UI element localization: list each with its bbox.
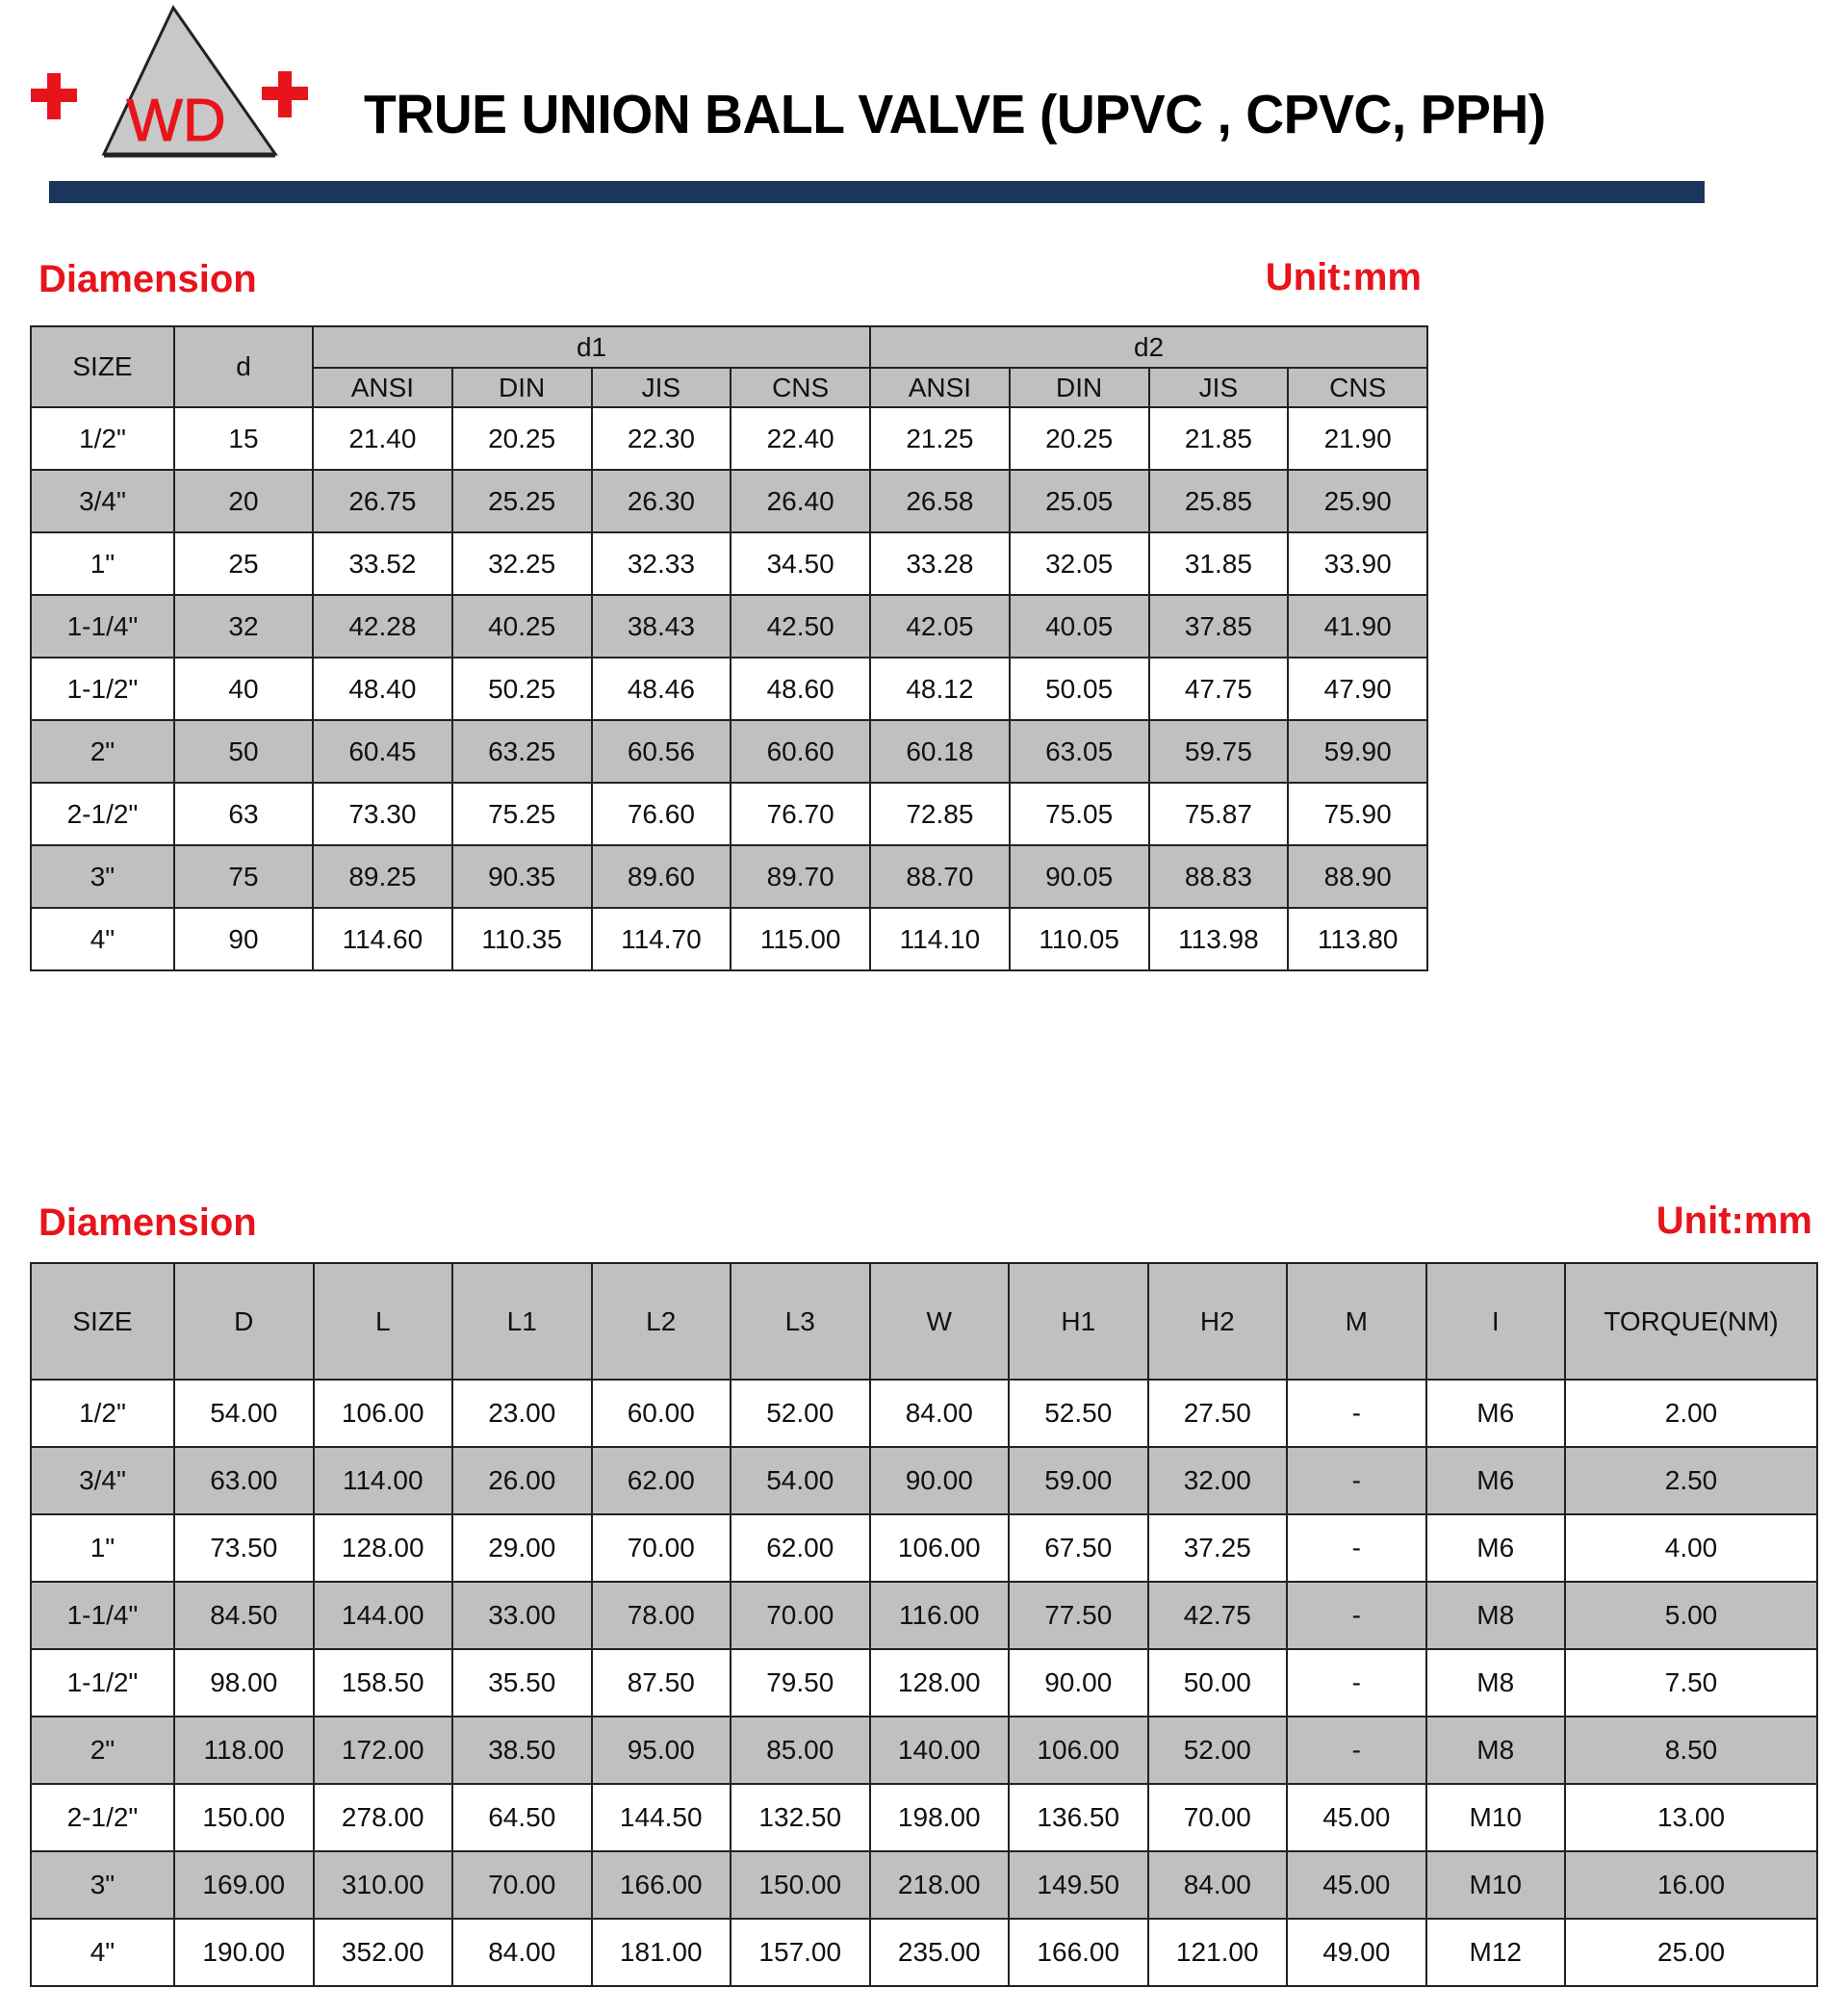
table-cell: M10 — [1426, 1784, 1566, 1851]
table-cell: 4" — [31, 908, 174, 970]
table-cell: 48.46 — [592, 658, 732, 720]
table-cell: 5.00 — [1565, 1582, 1817, 1649]
table-cell: 62.00 — [731, 1514, 870, 1582]
table-cell: 75.90 — [1288, 783, 1427, 845]
table-cell: 90.05 — [1010, 845, 1149, 908]
table-cell: 110.35 — [452, 908, 592, 970]
table-cell: 29.00 — [452, 1514, 592, 1582]
table-cell: 49.00 — [1287, 1919, 1426, 1986]
table-cell: 21.90 — [1288, 407, 1427, 470]
table-cell: 76.70 — [731, 783, 870, 845]
table-cell: M10 — [1426, 1851, 1566, 1919]
table-cell: 106.00 — [314, 1380, 453, 1447]
table-cell: 25 — [174, 532, 313, 595]
table-cell: 50.25 — [452, 658, 592, 720]
logo-text: WD — [126, 88, 226, 154]
table-cell: 45.00 — [1287, 1851, 1426, 1919]
table-cell: - — [1287, 1717, 1426, 1784]
table-cell: 20.25 — [1010, 407, 1149, 470]
table-cell: 20.25 — [452, 407, 592, 470]
header-h2: H2 — [1148, 1263, 1288, 1380]
table-cell: 166.00 — [592, 1851, 732, 1919]
table-cell: 172.00 — [314, 1717, 453, 1784]
table-cell: 70.00 — [592, 1514, 732, 1582]
table-cell: 235.00 — [870, 1919, 1010, 1986]
header-l3: L3 — [731, 1263, 870, 1380]
table-cell: M8 — [1426, 1582, 1566, 1649]
table-row — [31, 720, 1427, 783]
table-cell: 2-1/2" — [31, 783, 174, 845]
table-row — [31, 1380, 1817, 1447]
table-row — [31, 595, 1427, 658]
table-cell: 45.00 — [1287, 1784, 1426, 1851]
table-cell: 75.87 — [1149, 783, 1289, 845]
table-cell: 21.85 — [1149, 407, 1289, 470]
table-cell: 48.40 — [313, 658, 452, 720]
header-sub-jis: JIS — [592, 368, 732, 407]
table-cell: M6 — [1426, 1447, 1566, 1514]
table-cell: 37.85 — [1149, 595, 1289, 658]
table-cell: 90.35 — [452, 845, 592, 908]
table-cell: 73.50 — [174, 1514, 314, 1582]
table-cell: 1-1/4" — [31, 1582, 174, 1649]
table-cell: 32.33 — [592, 532, 732, 595]
table-row — [31, 470, 1427, 532]
table-cell: 52.00 — [1148, 1717, 1288, 1784]
table-cell: 90.00 — [870, 1447, 1010, 1514]
table-cell: 63.05 — [1010, 720, 1149, 783]
table-cell: 84.00 — [1148, 1851, 1288, 1919]
table-cell: 50.00 — [1148, 1649, 1288, 1717]
table-cell: 128.00 — [870, 1649, 1010, 1717]
header-sub-cns: CNS — [1288, 368, 1427, 407]
table-cell: 22.30 — [592, 407, 732, 470]
table-cell: 310.00 — [314, 1851, 453, 1919]
table-cell: 31.85 — [1149, 532, 1289, 595]
table-cell: 63.00 — [174, 1447, 314, 1514]
table-row — [31, 908, 1427, 970]
table-cell: 79.50 — [731, 1649, 870, 1717]
table-cell: 89.60 — [592, 845, 732, 908]
table-cell: 89.25 — [313, 845, 452, 908]
table-row — [31, 1514, 1817, 1582]
table-cell: 121.00 — [1148, 1919, 1288, 1986]
table-cell: M6 — [1426, 1514, 1566, 1582]
table-cell: 67.50 — [1009, 1514, 1148, 1582]
table-cell: 88.83 — [1149, 845, 1289, 908]
unit-label-2: Unit:mm — [1656, 1200, 1812, 1242]
table-cell: 52.00 — [731, 1380, 870, 1447]
table-cell: 113.98 — [1149, 908, 1289, 970]
table-cell: 2" — [31, 720, 174, 783]
table-cell: 42.28 — [313, 595, 452, 658]
section-label-2: Diamension — [38, 1201, 257, 1244]
table-cell: 25.25 — [452, 470, 592, 532]
table-cell: 1/2" — [31, 407, 174, 470]
dimension-table — [30, 1262, 1818, 1987]
table-cell: 110.05 — [1010, 908, 1149, 970]
table-cell: 26.30 — [592, 470, 732, 532]
table-cell: 352.00 — [314, 1919, 453, 1986]
table-cell: 26.75 — [313, 470, 452, 532]
table-cell: 84.00 — [870, 1380, 1010, 1447]
header-h1: H1 — [1009, 1263, 1148, 1380]
table-cell: 98.00 — [174, 1649, 314, 1717]
table-cell: 60.00 — [592, 1380, 732, 1447]
table-cell: 190.00 — [174, 1919, 314, 1986]
table-cell: - — [1287, 1514, 1426, 1582]
table-cell: 84.00 — [452, 1919, 592, 1986]
table-cell: 181.00 — [592, 1919, 732, 1986]
table-cell: 42.05 — [870, 595, 1010, 658]
header-sub-jis: JIS — [1149, 368, 1289, 407]
table-cell: 32 — [174, 595, 313, 658]
table-row — [31, 1649, 1817, 1717]
table-cell: 70.00 — [452, 1851, 592, 1919]
table-cell: 48.12 — [870, 658, 1010, 720]
table-cell: 116.00 — [870, 1582, 1010, 1649]
table-cell: 70.00 — [731, 1582, 870, 1649]
table-cell: 2-1/2" — [31, 1784, 174, 1851]
table-cell: 32.25 — [452, 532, 592, 595]
table-cell: 218.00 — [870, 1851, 1010, 1919]
table-cell: 54.00 — [731, 1447, 870, 1514]
table-cell: 88.90 — [1288, 845, 1427, 908]
header-size: SIZE — [31, 1263, 174, 1380]
table-cell: 52.50 — [1009, 1380, 1148, 1447]
table-cell: 3/4" — [31, 1447, 174, 1514]
table-row — [31, 1851, 1817, 1919]
header-sub-din: DIN — [1010, 368, 1149, 407]
table-cell: 27.50 — [1148, 1380, 1288, 1447]
table-cell: 84.50 — [174, 1582, 314, 1649]
table-cell: 169.00 — [174, 1851, 314, 1919]
table-row — [31, 532, 1427, 595]
table-cell: 72.85 — [870, 783, 1010, 845]
table-cell: 77.50 — [1009, 1582, 1148, 1649]
table-cell: 26.00 — [452, 1447, 592, 1514]
table-cell: 50.05 — [1010, 658, 1149, 720]
table-row — [31, 1784, 1817, 1851]
table-cell: 4" — [31, 1919, 174, 1986]
table-cell: 60.18 — [870, 720, 1010, 783]
table-cell: 40.05 — [1010, 595, 1149, 658]
table-cell: 118.00 — [174, 1717, 314, 1784]
table-cell: 41.90 — [1288, 595, 1427, 658]
page-title: TRUE UNION BALL VALVE (UPVC , CPVC, PPH) — [364, 84, 1546, 145]
header-sub-cns: CNS — [731, 368, 870, 407]
table-cell: 40.25 — [452, 595, 592, 658]
table-cell: 150.00 — [731, 1851, 870, 1919]
table-row — [31, 1582, 1817, 1649]
table-cell: 32.00 — [1148, 1447, 1288, 1514]
table-cell: 3/4" — [31, 470, 174, 532]
table-cell: 47.90 — [1288, 658, 1427, 720]
table-cell: 21.25 — [870, 407, 1010, 470]
table-cell: 140.00 — [870, 1717, 1010, 1784]
header-l2: L2 — [592, 1263, 732, 1380]
table-cell: 32.05 — [1010, 532, 1149, 595]
table-cell: 54.00 — [174, 1380, 314, 1447]
table-cell: 23.00 — [452, 1380, 592, 1447]
table-cell: 38.50 — [452, 1717, 592, 1784]
header-i: I — [1426, 1263, 1566, 1380]
table-cell: 33.00 — [452, 1582, 592, 1649]
header-d: D — [174, 1263, 314, 1380]
unit-label-1: Unit:mm — [1265, 256, 1422, 298]
table-cell: 75 — [174, 845, 313, 908]
table-cell: 1-1/4" — [31, 595, 174, 658]
table-cell: 2.50 — [1565, 1447, 1817, 1514]
header-torque-nm: TORQUE(NM) — [1565, 1263, 1817, 1380]
table-cell: 2.00 — [1565, 1380, 1817, 1447]
table-cell: 13.00 — [1565, 1784, 1817, 1851]
table-row — [31, 1919, 1817, 1986]
header-l1: L1 — [452, 1263, 592, 1380]
table-cell: 60.56 — [592, 720, 732, 783]
table-cell: 25.05 — [1010, 470, 1149, 532]
table-cell: 62.00 — [592, 1447, 732, 1514]
header-m: M — [1287, 1263, 1426, 1380]
table-cell: 47.75 — [1149, 658, 1289, 720]
table-cell: 8.50 — [1565, 1717, 1817, 1784]
table-cell: 16.00 — [1565, 1851, 1817, 1919]
table-cell: 42.50 — [731, 595, 870, 658]
table-cell: - — [1287, 1649, 1426, 1717]
table-cell: 33.52 — [313, 532, 452, 595]
table-cell: 115.00 — [731, 908, 870, 970]
table-cell: 87.50 — [592, 1649, 732, 1717]
table-cell: M6 — [1426, 1380, 1566, 1447]
table-cell: 25.90 — [1288, 470, 1427, 532]
header-sub-ansi: ANSI — [313, 368, 452, 407]
table-cell: 25.00 — [1565, 1919, 1817, 1986]
table-cell: 3" — [31, 845, 174, 908]
table-cell: 106.00 — [1009, 1717, 1148, 1784]
table-cell: 33.28 — [870, 532, 1010, 595]
table-cell: 34.50 — [731, 532, 870, 595]
table-cell: 89.70 — [731, 845, 870, 908]
header-size: SIZE — [31, 326, 174, 407]
table-cell: 75.05 — [1010, 783, 1149, 845]
table-cell: 2" — [31, 1717, 174, 1784]
table-cell: 132.50 — [731, 1784, 870, 1851]
section-label-1: Diamension — [38, 258, 257, 300]
table-cell: 64.50 — [452, 1784, 592, 1851]
table-cell: 21.40 — [313, 407, 452, 470]
table-cell: 15 — [174, 407, 313, 470]
table-cell: 40 — [174, 658, 313, 720]
table-cell: - — [1287, 1380, 1426, 1447]
table-cell: 85.00 — [731, 1717, 870, 1784]
table-cell: 113.80 — [1288, 908, 1427, 970]
table-cell: 63.25 — [452, 720, 592, 783]
table-cell: 1" — [31, 1514, 174, 1582]
table-cell: 90 — [174, 908, 313, 970]
table-cell: 20 — [174, 470, 313, 532]
table-cell: 59.75 — [1149, 720, 1289, 783]
table-cell: 158.50 — [314, 1649, 453, 1717]
table-cell: 48.60 — [731, 658, 870, 720]
diameter-table — [30, 325, 1428, 971]
table-cell: 50 — [174, 720, 313, 783]
header-sub-ansi: ANSI — [870, 368, 1010, 407]
header-sub-din: DIN — [452, 368, 592, 407]
table-cell: 114.10 — [870, 908, 1010, 970]
table-cell: 63 — [174, 783, 313, 845]
table-cell: 144.50 — [592, 1784, 732, 1851]
table-cell: 1/2" — [31, 1380, 174, 1447]
table-cell: 76.60 — [592, 783, 732, 845]
table-cell: 78.00 — [592, 1582, 732, 1649]
table-cell: 114.60 — [313, 908, 452, 970]
header-w: W — [870, 1263, 1010, 1380]
table-cell: 26.58 — [870, 470, 1010, 532]
table-cell: 7.50 — [1565, 1649, 1817, 1717]
table-cell: 136.50 — [1009, 1784, 1148, 1851]
table-cell: 3" — [31, 1851, 174, 1919]
table-cell: 25.85 — [1149, 470, 1289, 532]
table-cell: 88.70 — [870, 845, 1010, 908]
table-cell: 166.00 — [1009, 1919, 1148, 1986]
wd-logo — [27, 4, 325, 158]
table-cell: 26.40 — [731, 470, 870, 532]
table-cell: 60.60 — [731, 720, 870, 783]
table-cell: 149.50 — [1009, 1851, 1148, 1919]
table-row — [31, 1447, 1817, 1514]
header-l: L — [314, 1263, 453, 1380]
table-cell: 1-1/2" — [31, 658, 174, 720]
table-cell: 128.00 — [314, 1514, 453, 1582]
table-cell: 35.50 — [452, 1649, 592, 1717]
table-cell: - — [1287, 1447, 1426, 1514]
header-d1: d1 — [313, 326, 870, 368]
table-row — [31, 783, 1427, 845]
table-cell: M12 — [1426, 1919, 1566, 1986]
table-cell: 42.75 — [1148, 1582, 1288, 1649]
table-cell: 198.00 — [870, 1784, 1010, 1851]
table-cell: 150.00 — [174, 1784, 314, 1851]
table-cell: 59.00 — [1009, 1447, 1148, 1514]
table-cell: 114.70 — [592, 908, 732, 970]
table-cell: 1" — [31, 532, 174, 595]
table-cell: 22.40 — [731, 407, 870, 470]
header-divider-bar — [49, 181, 1705, 203]
table-cell: 1-1/2" — [31, 1649, 174, 1717]
table-cell: M8 — [1426, 1717, 1566, 1784]
table-cell: 73.30 — [313, 783, 452, 845]
table-cell: 114.00 — [314, 1447, 453, 1514]
table-cell: 60.45 — [313, 720, 452, 783]
table-row — [31, 407, 1427, 470]
table-cell: 144.00 — [314, 1582, 453, 1649]
table-cell: - — [1287, 1582, 1426, 1649]
table-row — [31, 658, 1427, 720]
table-cell: 59.90 — [1288, 720, 1427, 783]
table-cell: 75.25 — [452, 783, 592, 845]
table-cell: 70.00 — [1148, 1784, 1288, 1851]
table-cell: 278.00 — [314, 1784, 453, 1851]
table-cell: 33.90 — [1288, 532, 1427, 595]
table-cell: 90.00 — [1009, 1649, 1148, 1717]
table-cell: 106.00 — [870, 1514, 1010, 1582]
header-d2: d2 — [870, 326, 1427, 368]
table-cell: 95.00 — [592, 1717, 732, 1784]
table-cell: M8 — [1426, 1649, 1566, 1717]
table-cell: 37.25 — [1148, 1514, 1288, 1582]
table-row — [31, 1717, 1817, 1784]
table-cell: 4.00 — [1565, 1514, 1817, 1582]
table-cell: 38.43 — [592, 595, 732, 658]
table-cell: 157.00 — [731, 1919, 870, 1986]
table-row — [31, 845, 1427, 908]
header-d: d — [174, 326, 313, 407]
